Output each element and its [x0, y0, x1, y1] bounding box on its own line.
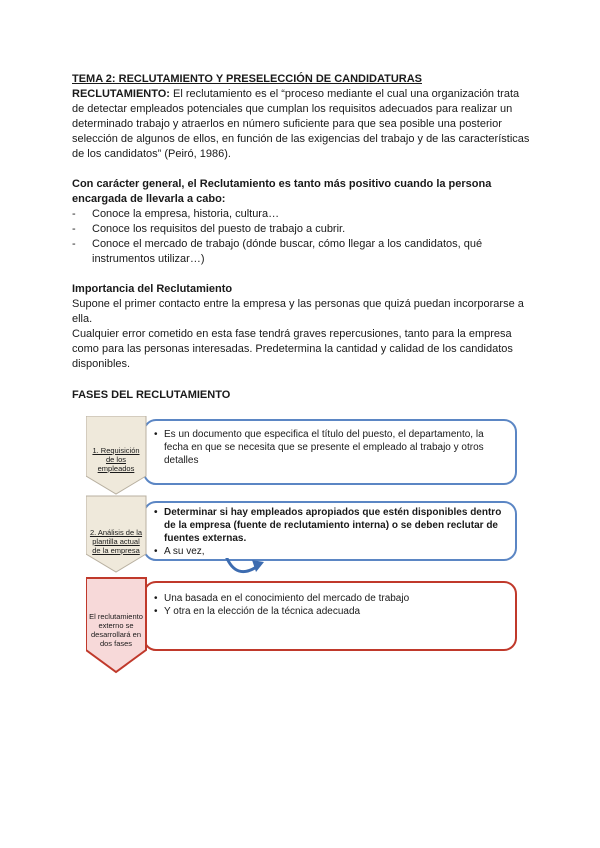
- phase-1-label: 1. Requisición de los empleados: [92, 446, 140, 473]
- general-list: [72, 207, 532, 267]
- general-section: [72, 177, 532, 267]
- phase-bullet: • Es un documento que especifica el título del puesto, el departamento, la fecha en que se necesita que se presente el empleado al trabajo y otros detalles: [152, 428, 508, 467]
- phase-2-label: 2. Análisis de la plantilla actual de la empresa: [89, 528, 143, 555]
- general-heading: Con carácter general, el Reclutamiento es tanto más positivo cuando la persona encargada de llevarla a cabo:: [72, 178, 492, 205]
- phase-3-label: El reclutamiento externo se desarrollará en dos fases: [89, 612, 143, 648]
- document-body: [72, 72, 532, 403]
- intro-text: El reclutamiento es el “proceso mediante el cual una organización trata de detectar empleados potenciales que cumplan los requisitos adecuados para realizar un determinado trabajo y atraerlos en número suficiente para que sea posible una posterior selección de algunos de ellos, en función de las exigencias del trabajo y de las características de los candidatos” (Peiró, 1986).: [72, 88, 530, 160]
- intro-paragraph: [72, 87, 532, 162]
- list-item: - Conoce los requisitos del puesto de trabajo a cubrir.: [72, 222, 532, 237]
- phase-bullet: • Y otra en la elección de la técnica adecuada: [152, 605, 508, 618]
- phase-3-content: [152, 592, 508, 618]
- importance-heading: Importancia del Reclutamiento: [72, 283, 233, 295]
- list-item: - Conoce la empresa, historia, cultura…: [72, 207, 532, 222]
- phase-2-content: [152, 506, 508, 558]
- list-item: - Conoce el mercado de trabajo (dónde buscar, cómo llegar a los candidatos, qué instrumentos utilizar…): [72, 237, 532, 267]
- importance-section: [72, 282, 532, 372]
- importance-paragraph-1: Supone el primer contacto entre la empresa y las personas que quizá puedan incorporarse a ella.: [72, 298, 524, 325]
- intro-term: RECLUTAMIENTO:: [72, 88, 170, 100]
- phase-1-content: [152, 428, 508, 467]
- importance-paragraph-2: Cualquier error cometido en esta fase tendrá graves repercusiones, tanto para la empresa como para las personas interesadas. Predetermina la cantidad y calidad de los candidatos disponibles.: [72, 328, 513, 370]
- phases-diagram: [86, 416, 522, 676]
- phase-bullet: • Una basada en el conocimiento del mercado de trabajo: [152, 592, 508, 605]
- phase-bullet: • Determinar si hay empleados apropiados que estén disponibles dentro de la empresa (fuente de reclutamiento interna) o se deben reclutar de fuentes externas.: [152, 506, 508, 545]
- document-title: TEMA 2: RECLUTAMIENTO Y PRESELECCIÓN DE CANDIDATURAS: [72, 73, 422, 85]
- phases-heading: FASES DEL RECLUTAMIENTO: [72, 389, 231, 401]
- phase-bullet: • A su vez,: [152, 545, 508, 558]
